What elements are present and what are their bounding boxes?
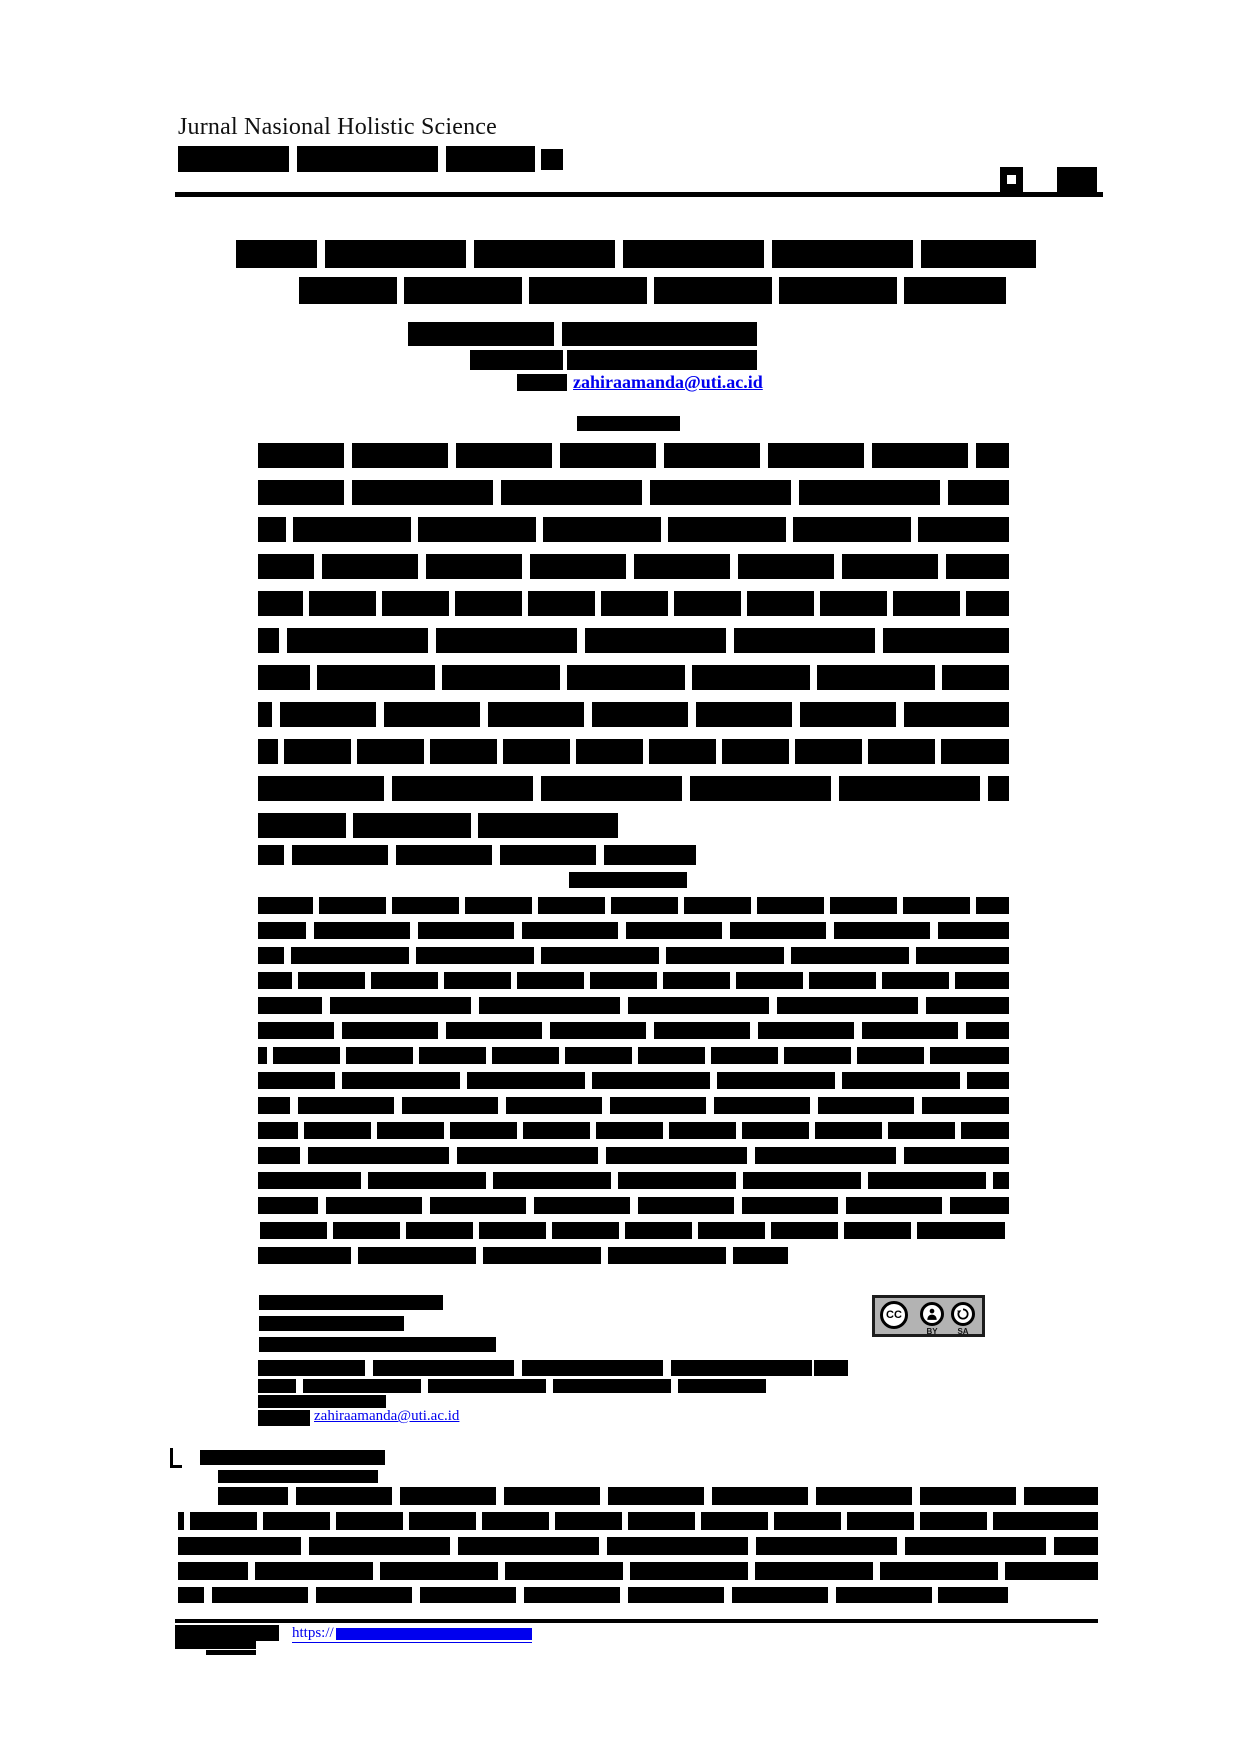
redacted-footer-line [178,1512,1098,1530]
redacted-email-label [517,374,567,391]
journal-name: Jurnal Nasional Holistic Science [178,114,497,140]
redacted-affiliation-1 [470,350,563,370]
redacted-abstrak-line [258,1097,1009,1114]
share-alike-icon [951,1302,975,1326]
redacted-footer-line [178,1562,1098,1580]
redacted-abstrak-line [258,1172,1009,1189]
redacted-abstrak-line [258,1147,1009,1164]
redacted-abstract-line [258,628,1009,653]
redacted-footer-last-line [178,1587,1008,1603]
redacted-abstrak-line [258,897,1009,914]
qr-code-hole [1007,175,1016,184]
redacted-abstrak-line [258,1072,1009,1089]
footnote-marker-icon [170,1448,182,1468]
redacted-abstract-line [258,480,1009,505]
redacted-abstrak-line [258,997,1009,1014]
redacted-abstract-heading [577,416,680,431]
redacted-abstract-line [258,554,1009,579]
cc-by-sa-license-badge[interactable] [872,1295,985,1337]
sa-label: SA [957,1327,969,1336]
redacted-abstrak-line [258,947,1009,964]
redacted-abstract-last-line [258,813,618,838]
person-glyph [925,1307,939,1321]
redacted-homepage-label [175,1625,279,1641]
redacted-footnote-subtitle [218,1470,378,1483]
redacted-journal-subtitle [178,146,535,172]
redacted-article-title-line1 [236,240,1036,268]
redacted-url-remainder [336,1628,532,1640]
url-prefix: https:// [292,1625,334,1641]
share-alike-glyph [956,1307,970,1321]
redacted-article-title-line2 [299,277,1006,304]
cc-label: CC [886,1309,902,1321]
redacted-abstract-line [258,517,1009,542]
qr-code-icon [1000,167,1023,192]
redacted-homepage-label-2 [175,1641,256,1649]
redacted-email-caption [258,1410,310,1426]
redacted-abstrak-line [258,1047,1009,1064]
journal-logo-icon [1057,167,1097,192]
redacted-abstrak-heading [569,872,687,888]
journal-homepage-link[interactable] [292,1625,532,1643]
redacted-footnote-title [200,1450,385,1465]
redacted-article-history-line [259,1295,443,1310]
header-rule [175,192,1103,197]
footer-rule [175,1619,1098,1623]
redacted-abstract-line [258,591,1009,616]
redacted-article-history-line [259,1337,496,1352]
redacted-author-name-2 [562,322,757,346]
redacted-abstrak-line [258,1222,1009,1239]
redacted-author-name-1 [408,322,554,346]
by-label: BY [926,1327,938,1336]
cc-icon [880,1301,908,1329]
redacted-abstrak-line [258,1122,1009,1139]
redacted-abstract-line [258,739,1009,764]
redacted-abstract-line [258,776,1009,801]
redacted-abstract-line [258,702,1009,727]
redacted-abstract-line [258,665,1009,690]
redacted-abstrak-line [258,922,1009,939]
redacted-homepage-label-3 [206,1650,256,1655]
redacted-corresponding-author-label [258,1395,386,1408]
attribution-person-icon [920,1302,944,1326]
corresponding-author-email-link[interactable]: zahiraamanda@uti.ac.id [314,1408,460,1424]
redacted-abstrak-last-line [258,1247,788,1264]
redacted-footer-line [218,1487,1098,1505]
redacted-affiliation-2 [567,350,757,370]
redacted-citation-line [258,1360,848,1376]
author-email-link[interactable]: zahiraamanda@uti.ac.id [573,372,763,392]
redacted-article-history-line [259,1316,404,1331]
redacted-keywords-line [258,845,696,865]
redacted-issue-number [541,149,563,170]
redacted-abstrak-line [258,972,1009,989]
redacted-abstract-line [258,443,1009,468]
redacted-abstrak-line [258,1197,1009,1214]
redacted-abstrak-line [258,1022,1009,1039]
redacted-footer-line [178,1537,1098,1555]
redacted-citation-line [258,1379,766,1393]
